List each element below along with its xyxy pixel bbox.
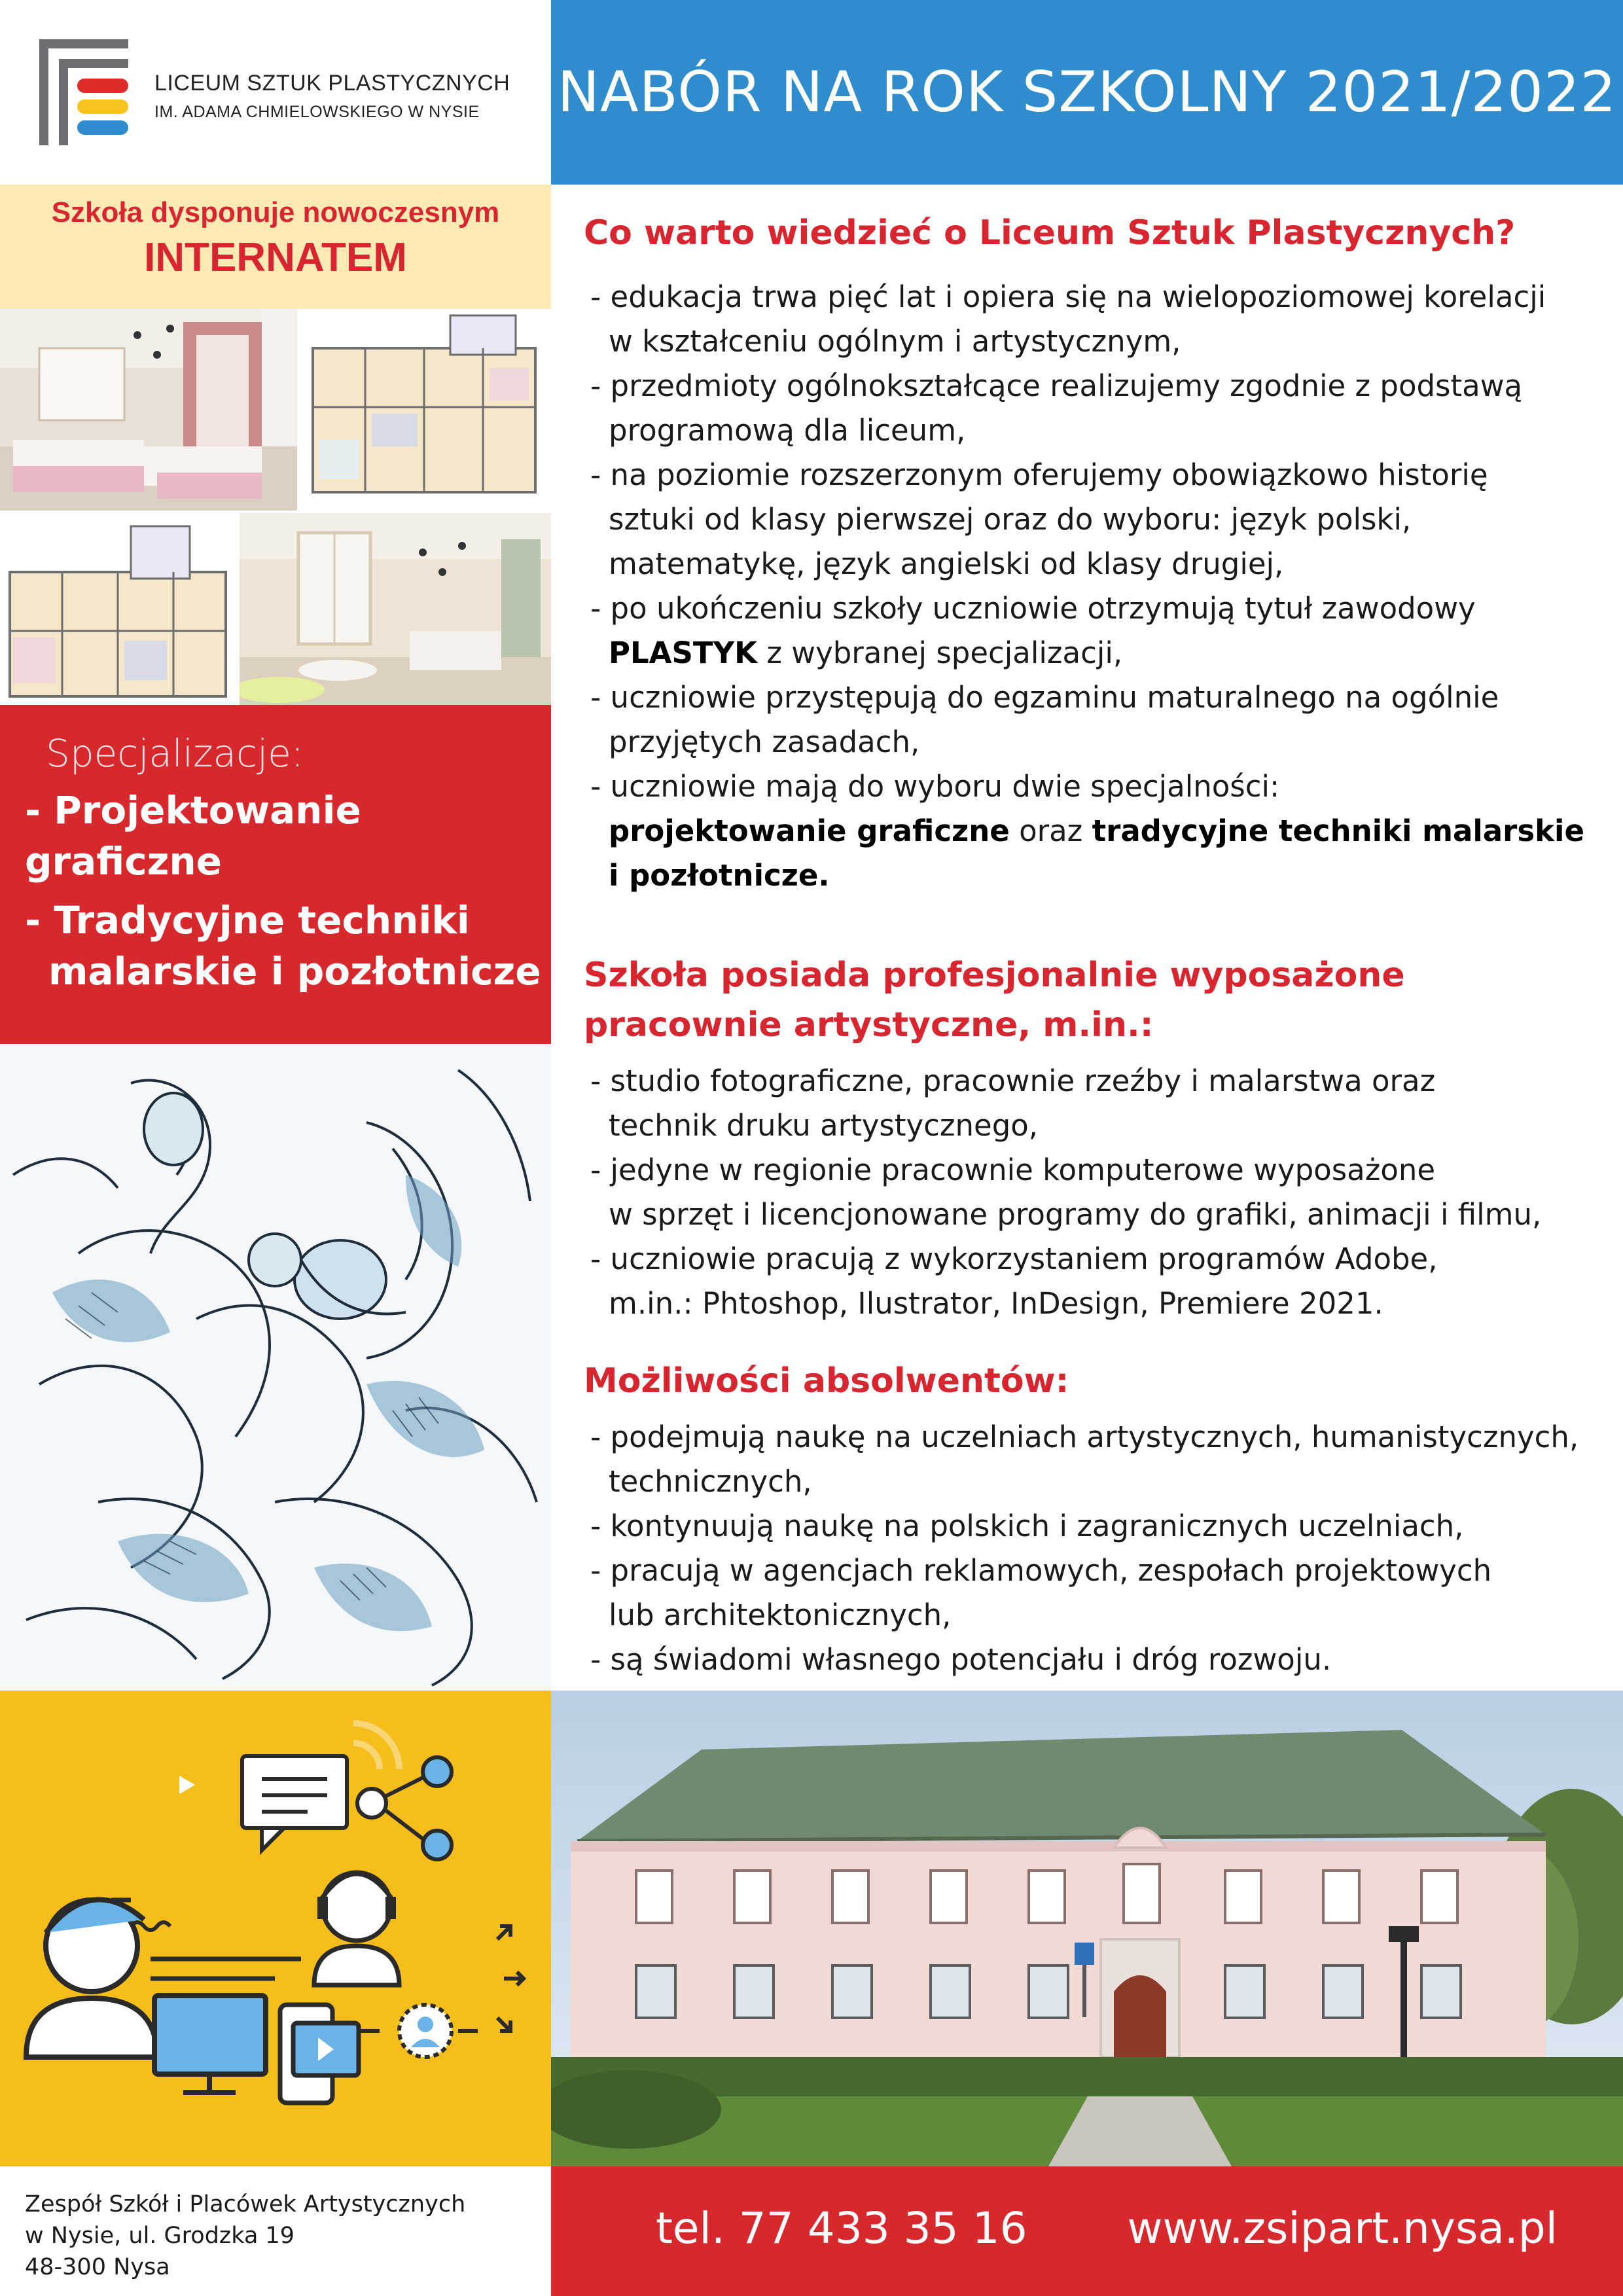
school-logo-block bbox=[0, 0, 551, 185]
title-plastyk: PLASTYK bbox=[609, 636, 758, 670]
specialization-traditional-techniques: - Tradycyjne techniki bbox=[25, 898, 470, 942]
baroque-drawing-illustration bbox=[0, 1044, 551, 1691]
studios-heading-cont: pracownie artystyczne, m.in.: bbox=[584, 1005, 1154, 1045]
specialty-gilding: i pozłotnicze. bbox=[609, 858, 830, 893]
dormitory-photos bbox=[0, 309, 551, 705]
banner-title: NABÓR NA ROK SZKOLNY 2021/2022 bbox=[557, 60, 1617, 125]
recruitment-banner bbox=[551, 0, 1623, 185]
floor-plan-image bbox=[0, 513, 237, 705]
main-content bbox=[551, 185, 1623, 1691]
about-line: - przedmioty ogólnokształcące realizujemy zgodnie z podstawą bbox=[590, 368, 1523, 403]
graduates-line: - kontynuują naukę na polskich i zagranicznych uczelniach, bbox=[590, 1509, 1464, 1543]
graduates-heading: Możliwości absolwentów: bbox=[584, 1361, 1069, 1401]
graduates-line: technicznych, bbox=[609, 1464, 812, 1499]
digital-communication-illustration bbox=[0, 1691, 551, 2166]
specialty-traditional-techniques: tradycyjne techniki malarskie bbox=[1092, 814, 1584, 848]
specializations-heading: Specjalizacje: bbox=[46, 731, 304, 776]
about-line bbox=[609, 631, 1122, 675]
about-line: - uczniowie przystępują do egzaminu maturalnego na ogólnie bbox=[590, 680, 1499, 715]
dormitory-box bbox=[0, 185, 551, 309]
school-patron: IM. ADAMA CHMIELOWSKIEGO W NYSIE bbox=[154, 103, 480, 121]
about-heading: Co warto wiedzieć o Liceum Sztuk Plastycznych? bbox=[584, 213, 1516, 253]
about-line: matematykę, język angielski od klasy drugiej, bbox=[609, 547, 1284, 581]
specialization-graphic-design: - Projektowanie graficzne bbox=[25, 788, 361, 884]
school-logo-icon bbox=[39, 39, 128, 145]
graduates-line: - podejmują naukę na uczelniach artystycznych, humanistycznych, bbox=[590, 1420, 1579, 1454]
dormitory-room-photo bbox=[240, 513, 551, 705]
graduates-line: lub architektonicznych, bbox=[609, 1598, 952, 1632]
graduates-line: - pracują w agencjach reklamowych, zespołach projektowych bbox=[590, 1553, 1492, 1588]
dormitory-line2: INTERNATEM bbox=[144, 235, 407, 280]
about-line-text: oraz bbox=[1009, 814, 1092, 848]
specialization-traditional-techniques-cont: malarskie i pozłotnicze bbox=[48, 949, 541, 994]
graduates-line: - są świadomi własnego potencjału i dróg rozwoju. bbox=[590, 1642, 1332, 1677]
about-line: programową dla liceum, bbox=[609, 413, 966, 448]
about-line bbox=[609, 853, 829, 898]
dormitory-line1: Szkoła dysponuje nowoczesnym bbox=[51, 196, 500, 228]
studios-line: - jedyne w regionie pracownie komputerowe wyposażone bbox=[590, 1153, 1436, 1187]
about-line bbox=[609, 809, 1584, 853]
studios-line: technik druku artystycznego, bbox=[609, 1108, 1039, 1143]
studios-heading: Szkoła posiada profesjonalnie wyposażone bbox=[584, 956, 1405, 995]
about-line: sztuki od klasy pierwszej oraz do wyboru: język polski, bbox=[609, 502, 1412, 537]
about-line: - na poziomie rozszerzonym oferujemy obowiązkowo historię bbox=[590, 457, 1488, 492]
website-link[interactable]: www.zsipart.nysa.pl bbox=[1127, 2203, 1558, 2253]
about-line: - edukacja trwa pięć lat i opiera się na wielopoziomowej korelacji bbox=[590, 279, 1546, 314]
specialty-graphic-design: projektowanie graficzne bbox=[609, 814, 1010, 848]
contact-bar bbox=[551, 2166, 1623, 2296]
phone-number[interactable]: tel. 77 433 35 16 bbox=[656, 2203, 1027, 2253]
about-line: przyjętych zasadach, bbox=[609, 725, 920, 759]
studios-line: w sprzęt i licencjonowane programy do grafiki, animacji i filmu, bbox=[609, 1197, 1542, 1232]
specializations-box bbox=[0, 705, 551, 1044]
school-address bbox=[0, 2166, 551, 2296]
about-line: w kształceniu ogólnym i artystycznym, bbox=[609, 324, 1181, 359]
address-line3: 48-300 Nysa bbox=[25, 2254, 170, 2280]
studios-line: m.in.: Phtoshop, Ilustrator, InDesign, Premiere 2021. bbox=[609, 1286, 1383, 1321]
dormitory-room-photo bbox=[0, 309, 297, 511]
floor-plan-image bbox=[300, 309, 551, 511]
studios-line: - studio fotograficzne, pracownie rzeźby i malarstwa oraz bbox=[590, 1064, 1436, 1098]
address-line2: w Nysie, ul. Grodzka 19 bbox=[25, 2223, 295, 2249]
address-line1: Zespół Szkół i Placówek Artystycznych bbox=[25, 2191, 466, 2217]
school-name: LICEUM SZTUK PLASTYCZNYCH bbox=[154, 71, 510, 96]
school-building-photo bbox=[551, 1691, 1623, 2166]
about-line: - po ukończeniu szkoły uczniowie otrzymują tytuł zawodowy bbox=[590, 591, 1476, 626]
about-line: - uczniowie mają do wyboru dwie specjalności: bbox=[590, 769, 1280, 804]
studios-line: - uczniowie pracują z wykorzystaniem programów Adobe, bbox=[590, 1242, 1438, 1276]
about-line-text: z wybranej specjalizacji, bbox=[757, 636, 1123, 670]
